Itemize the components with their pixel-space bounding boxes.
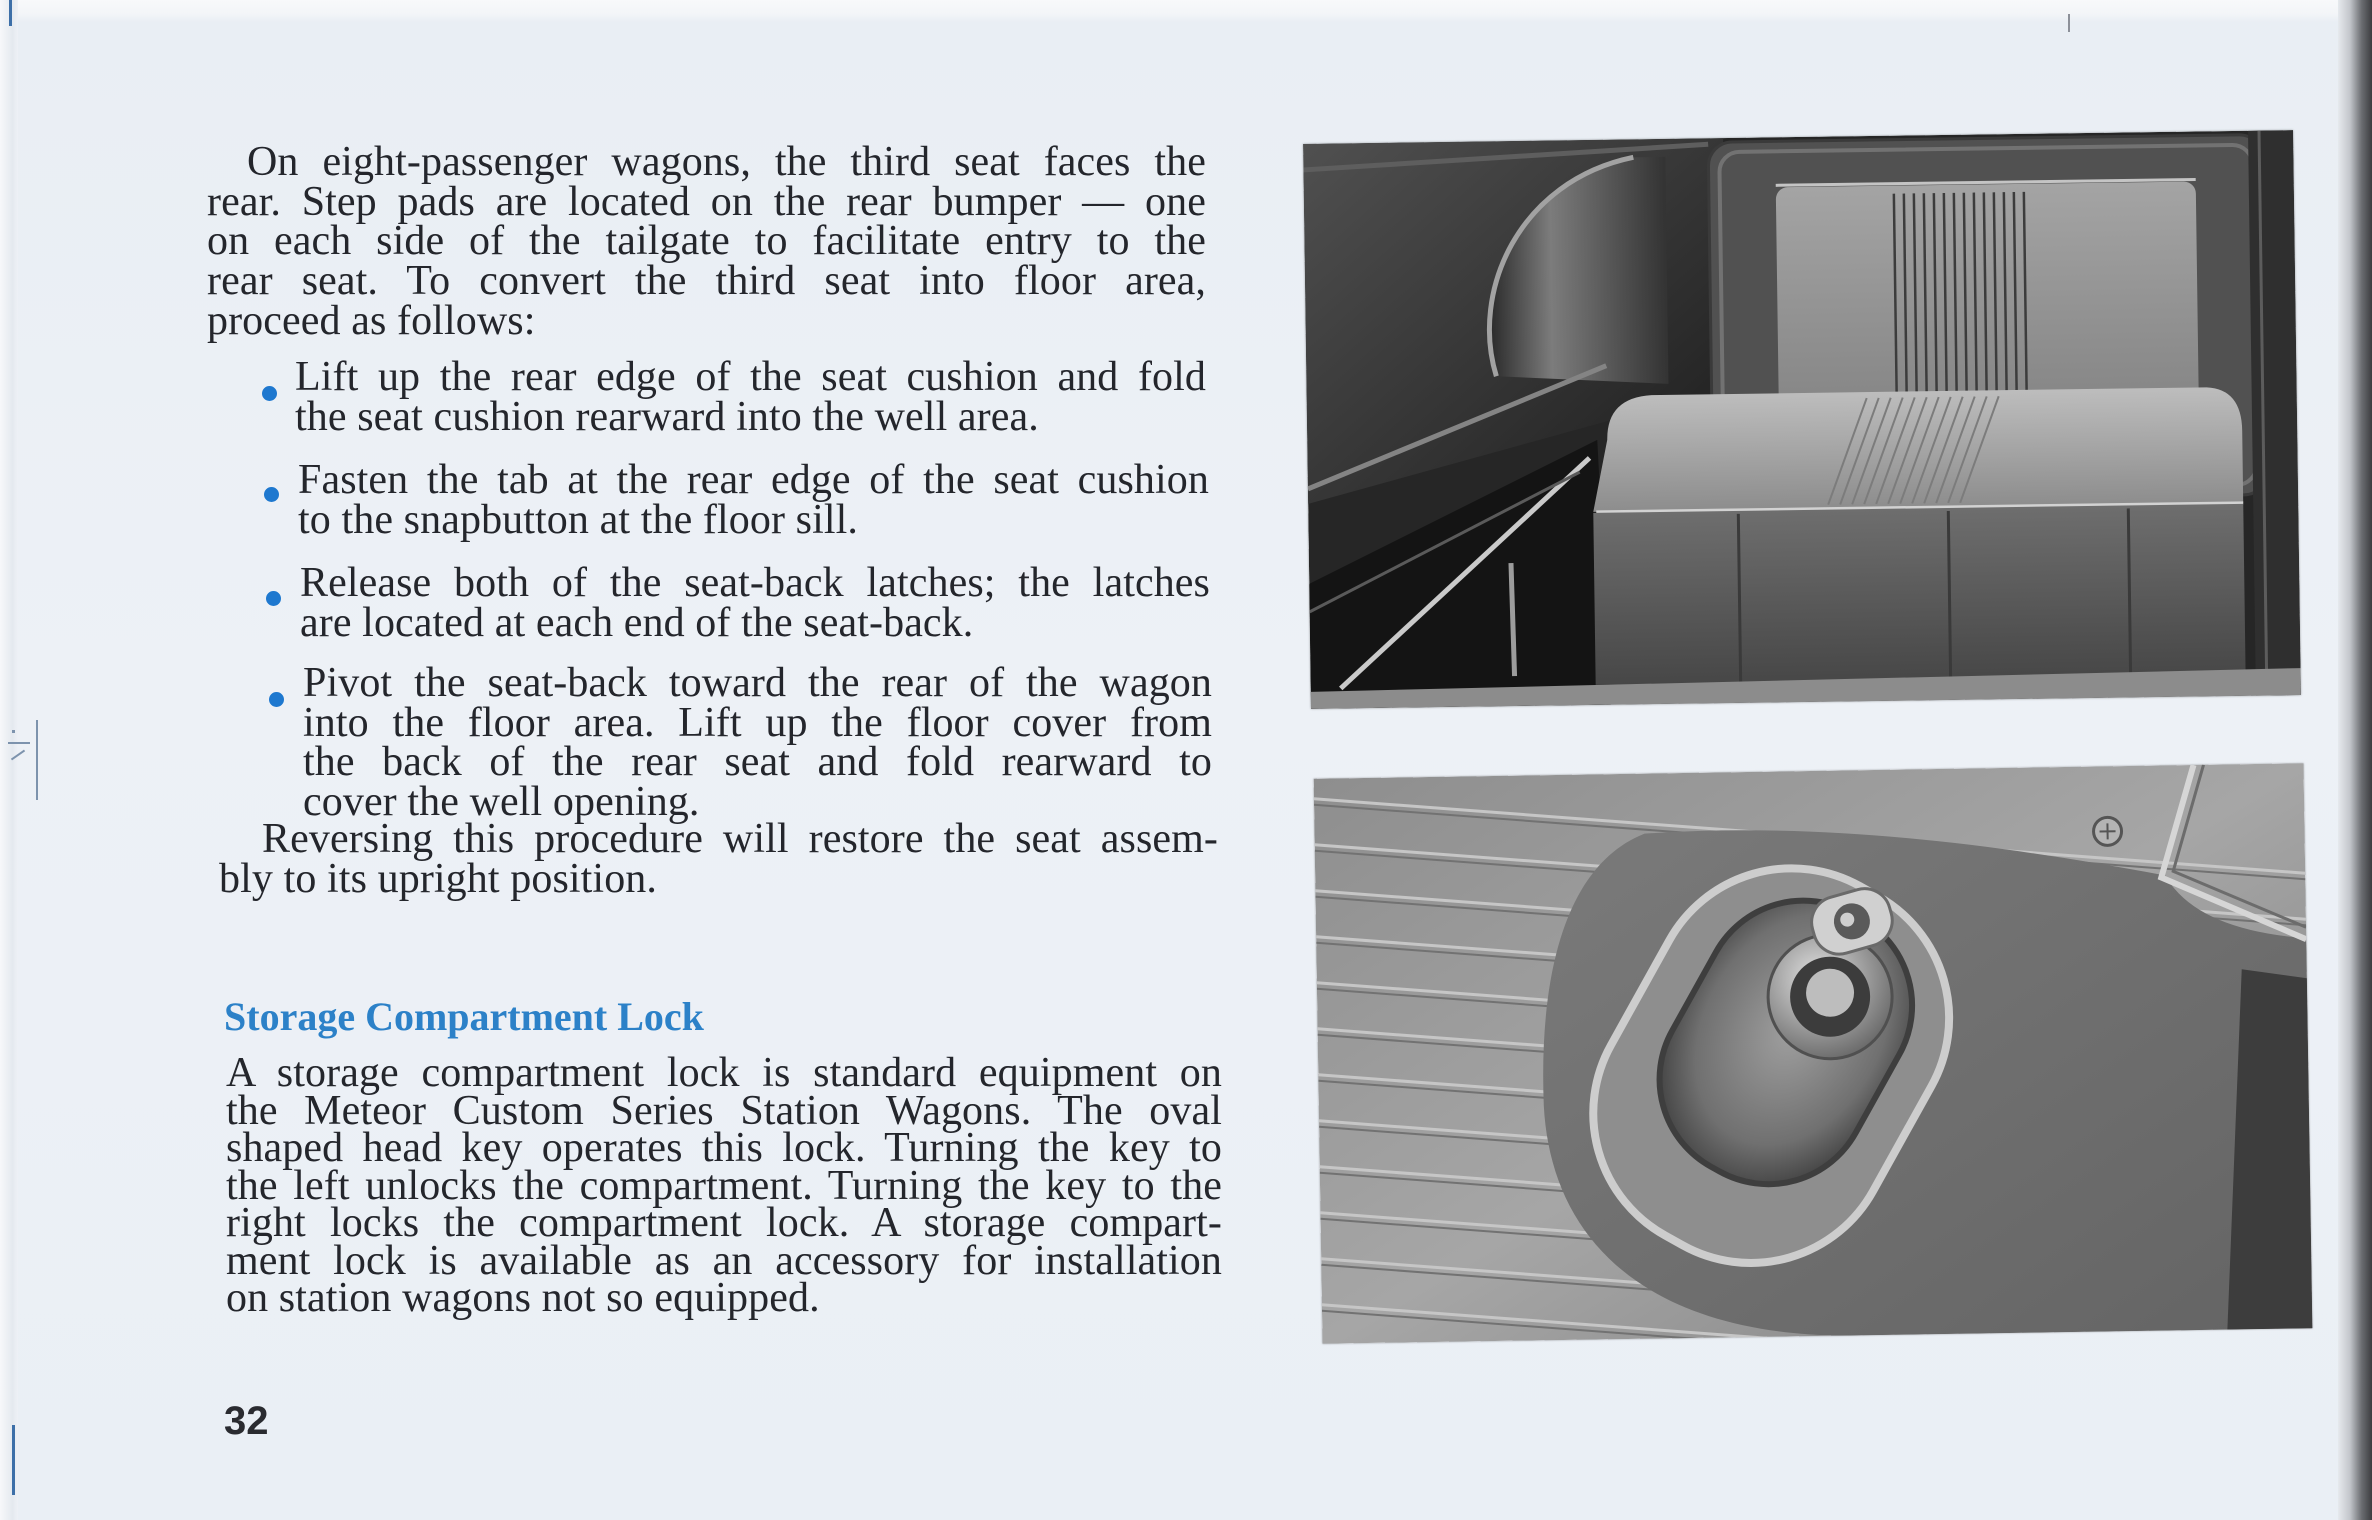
storage-lock-photo — [1314, 763, 2313, 1343]
text-line: the back of the rear seat and fold rearward to — [303, 739, 1212, 786]
text-line: Release both of the seat-back latches; the latches — [300, 560, 1210, 606]
text-line: shaped head key operates this lock. Turning the key to — [226, 1125, 1222, 1171]
step-item-4 — [303, 660, 1212, 826]
text-line: are located at each end of the seat-back. — [300, 599, 974, 646]
closing-paragraph — [219, 816, 1218, 902]
text-line: rear. Step pads are located on the rear bumper — one — [207, 178, 1206, 225]
bullet-icon — [264, 487, 279, 502]
page-number: 32 — [224, 1399, 269, 1443]
step-item-1 — [295, 354, 1206, 440]
intro-paragraph — [207, 139, 1206, 344]
text-line: right locks the compartment lock. A storage compart- — [226, 1200, 1222, 1246]
bullet-icon — [269, 692, 284, 707]
text-line: to the snapbutton at the floor sill. — [298, 496, 859, 543]
text-line: rear seat. To convert the third seat into floor area, — [207, 258, 1206, 305]
text-line: On eight-passenger wagons, the third seat faces the — [247, 139, 1206, 185]
text-line: Reversing this procedure will restore the seat assem- — [262, 816, 1218, 862]
bullet-icon — [266, 591, 281, 606]
text-line: proceed as follows: — [207, 297, 536, 344]
binding-line — [9, 0, 12, 26]
text-line: Lift up the rear edge of the seat cushion and fold — [295, 354, 1206, 400]
storage-paragraph — [226, 1050, 1222, 1321]
binding-line — [12, 1425, 15, 1495]
text-line: A storage compartment lock is standard equipment on — [226, 1050, 1222, 1096]
step-item-3 — [300, 560, 1210, 646]
page-gutter-shadow — [2338, 0, 2372, 1520]
text-line: Pivot the seat-back toward the rear of the wagon — [303, 660, 1212, 706]
bullet-icon — [262, 386, 277, 401]
text-line: cover the well opening. — [303, 779, 700, 826]
scan-mark — [2068, 14, 2070, 32]
text-line: the Meteor Custom Series Station Wagons. The oval — [226, 1087, 1222, 1134]
text-line: on station wagons not so equipped. — [226, 1275, 820, 1321]
text-line: Fasten the tab at the rear edge of the seat cushion — [298, 457, 1209, 503]
step-item-2 — [298, 457, 1209, 543]
third-seat-photo — [1303, 130, 2301, 709]
text-line: ment lock is available as an accessory for installation — [226, 1237, 1222, 1284]
third-seat-illustration — [1303, 130, 2301, 709]
text-line: into the floor area. Lift up the floor cover from — [303, 699, 1212, 746]
text-line: on each side of the tailgate to facilitate entry to the — [207, 218, 1206, 265]
floor-rib-shadow — [1323, 1341, 2313, 1344]
storage-lock-illustration — [1314, 763, 2313, 1343]
binding-mark — [8, 720, 46, 800]
text-line: the left unlocks the compartment. Turning the key to the — [226, 1162, 1222, 1209]
text-line: bly to its upright position. — [219, 855, 657, 902]
text-line: the seat cushion rearward into the well area. — [295, 393, 1039, 440]
section-heading: Storage Compartment Lock — [224, 994, 704, 1039]
